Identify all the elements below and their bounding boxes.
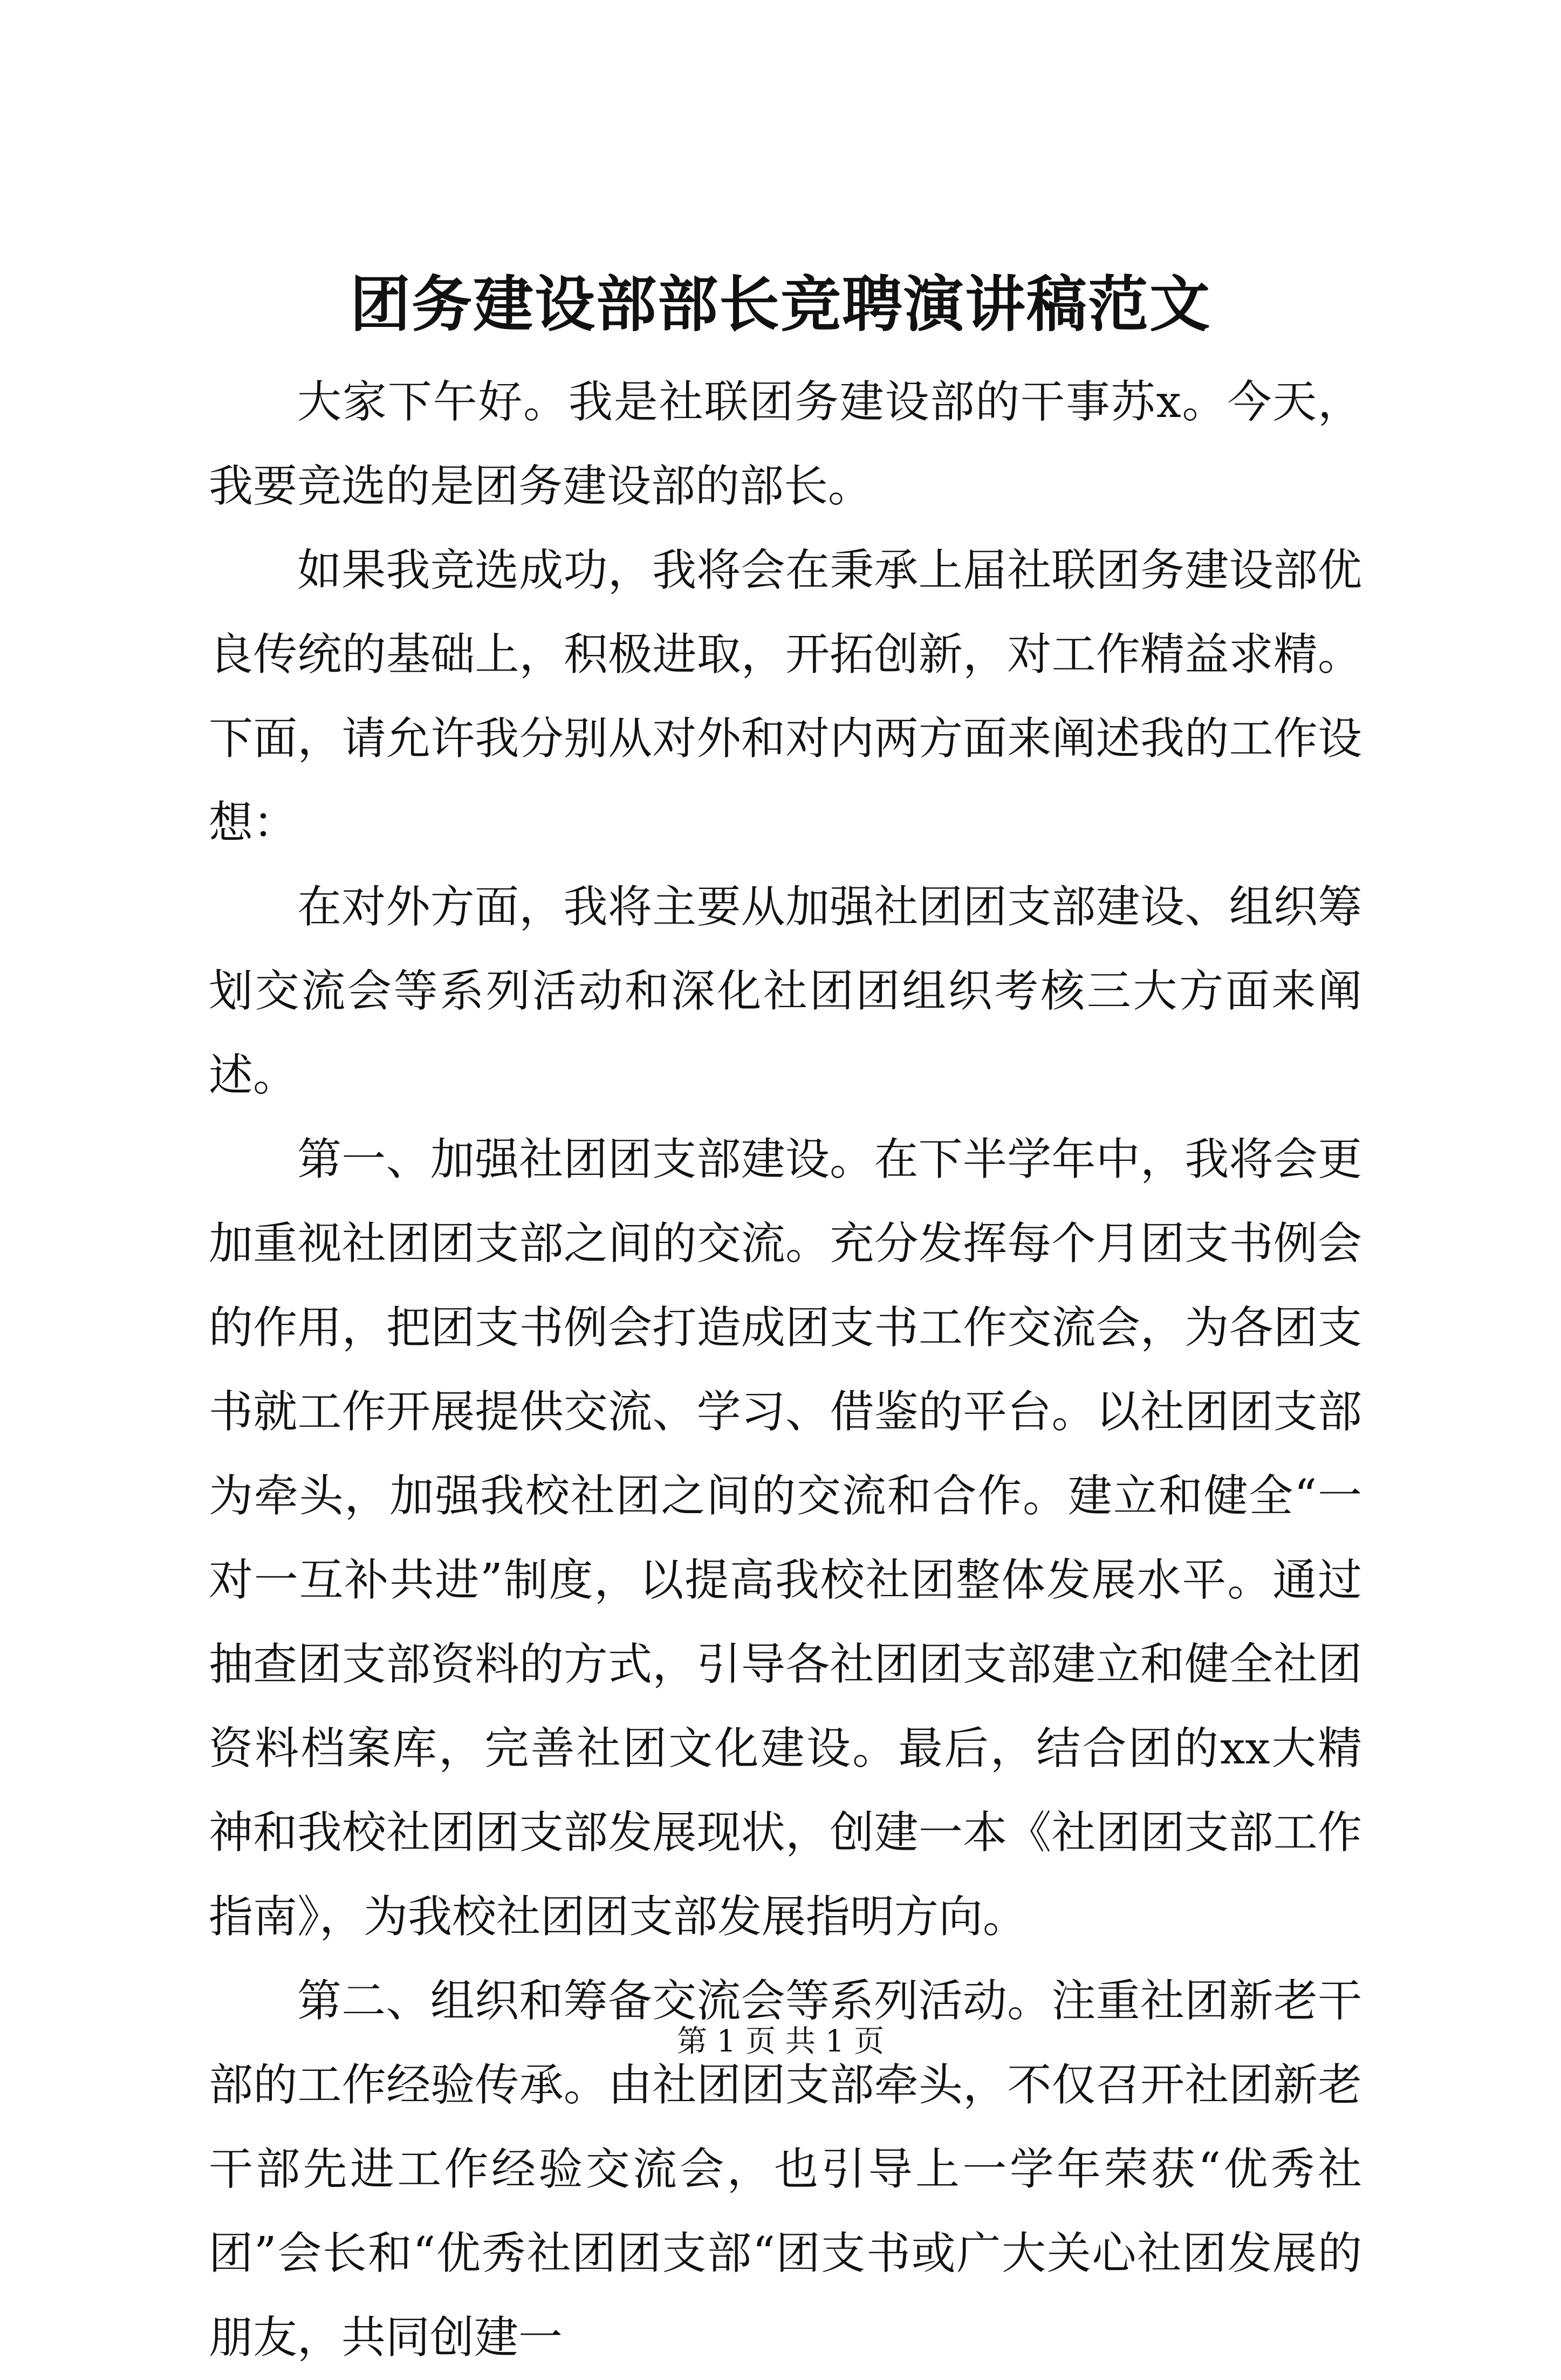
page-footer: 第 1 页 共 1 页 bbox=[676, 2024, 885, 2059]
paragraph-external-overview: 在对外方面，我将主要从加强社团团支部建设、组织筹划交流会等系列活动和深化社团团组织考核三大方面来阐述。 bbox=[209, 881, 1362, 1101]
document-body bbox=[209, 360, 1362, 2380]
paragraph-point-one: 第一、加强社团团支部建设。在下半学年中，我将会更加重视社团团支部之间的交流。充分发挥每个月团支书例会的作用，把团支书例会打造成团支书工作交流会，为各团支书就工作开展提供交流、学习、借鉴的平台。以社团团支部为牵头，加强我校社团之间的交流和合作。建立和健全“一对一互补共进”制度，以提高我校社团整体发展水平。通过抽查团支部资料的方式，引导各社团团支部建立和健全社团资料档案库，完善社团文化建设。最后，结合团的xx大精神和我校社团团支部发展现状，创建一本《社团团支部工作指南》，为我校社团团支部发展指明方向。 bbox=[209, 1134, 1362, 1943]
paragraph-greeting: 大家下午好。我是社联团务建设部的干事苏x。今天，我要竞选的是团务建设部的部长。 bbox=[209, 377, 1362, 512]
document-title: 团务建设部部长竞聘演讲稿范文 bbox=[350, 269, 1211, 340]
paragraph-point-two: 第二、组织和筹备交流会等系列活动。注重社团新老干部的工作经验传承。由社团团支部牵头，不仅召开社团新老干部先进工作经验交流会，也引导上一学年荣获“优秀社团”会长和“优秀社团团支部“团支书或广大关心社团发展的朋友，共同创建一 bbox=[209, 1975, 1362, 2363]
paragraph-intent: 如果我竞选成功，我将会在秉承上届社联团务建设部优良传统的基础上，积极进取，开拓创新，对工作精益求精。下面，请允许我分别从对外和对内两方面来阐述我的工作设想： bbox=[209, 545, 1362, 849]
